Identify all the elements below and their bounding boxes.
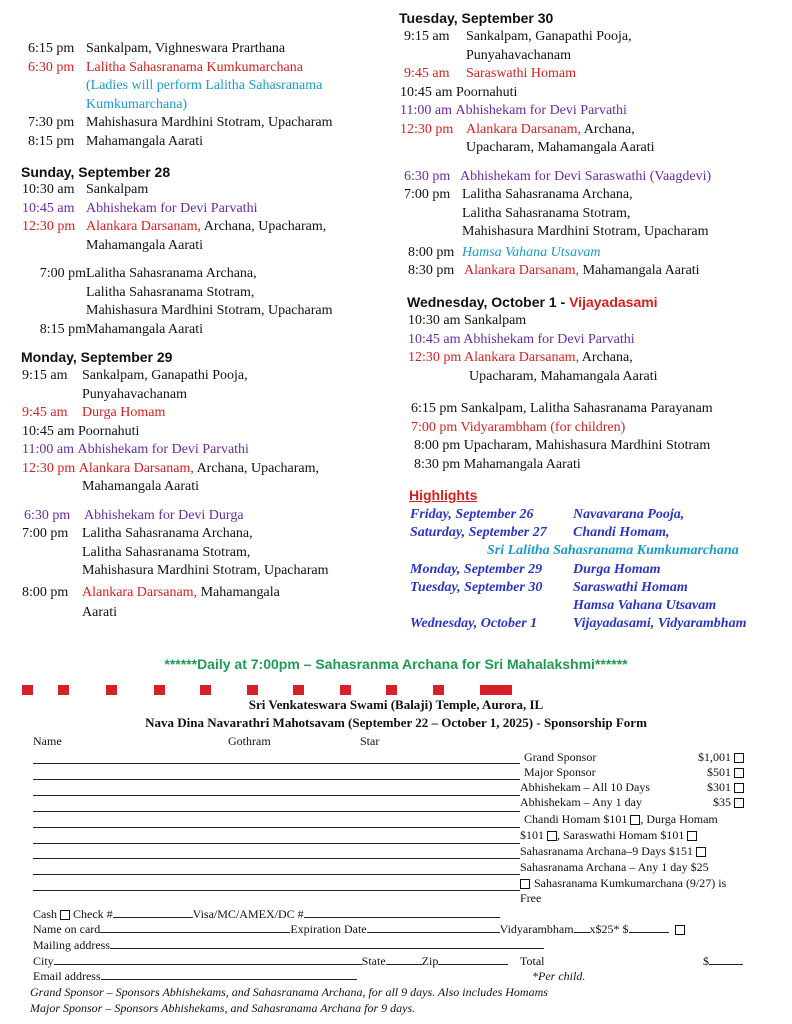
expiration-label: Expiration Date (290, 922, 367, 936)
checkbox[interactable] (734, 753, 744, 763)
event: 10:45 am Abhishekam for Devi Parvathi (408, 331, 635, 347)
checkbox[interactable] (734, 783, 744, 793)
mailing-address-field[interactable] (110, 948, 544, 949)
temple-name: Sri Venkateswara Swami (Balaji) Temple, Aurora, IL (248, 697, 544, 712)
zip-field[interactable] (438, 964, 508, 965)
email-label: Email address (33, 969, 101, 983)
free-label: Free (520, 891, 542, 905)
highlights-list (410, 506, 746, 633)
highlight-event: Sri Lalitha Sahasranama Kumkumarchana (487, 543, 739, 559)
event-cont: Mahishasura Mardhini Stotram, Upacharam (462, 224, 709, 239)
abhishekam-all-option[interactable] (520, 780, 744, 795)
saraswathi-homam-label: , Saraswathi Homam $101 (557, 828, 685, 842)
event: Sankalpam, Vighneswara Prarthana (86, 41, 286, 56)
event: Lalitha Sahasranama Archana, (462, 187, 633, 202)
state-label: State (361, 954, 386, 968)
option-label: Sahasranama Archana–9 Days $151 (520, 844, 693, 858)
cash-label: Cash (33, 907, 57, 921)
monday-heading: Monday, September 29 (21, 349, 173, 365)
email-field[interactable] (101, 979, 357, 980)
cash-checkbox[interactable] (60, 910, 70, 920)
homam-option-row-1 (524, 812, 718, 827)
event: Sankalpam, Ganapathi Pooja, (82, 368, 248, 383)
highlight-date: Saturday, September 27 (410, 525, 547, 541)
highlight-date: Tuesday, September 30 (410, 579, 543, 595)
card-number-field[interactable] (304, 917, 500, 918)
sunday-heading: Sunday, September 28 (21, 164, 171, 180)
time: 8:00 pm (22, 584, 69, 600)
event: Alankara Darsanam, (78, 460, 194, 476)
time: 8:15 pm (28, 133, 75, 149)
event: Lalitha Sahasranama Archana, (86, 266, 257, 281)
event-rest: Archana, (581, 121, 635, 137)
event: Saraswathi Homam (466, 66, 577, 81)
time: 6:30 pm (404, 168, 451, 184)
time: 10:30 am (22, 182, 75, 197)
abhishekam-one-option[interactable] (520, 795, 744, 810)
time: 6:15 pm (28, 41, 75, 56)
checkbox[interactable] (696, 847, 706, 857)
wednesday-schedule (408, 312, 713, 474)
sunday-schedule (22, 181, 333, 339)
zip-label: Zip (421, 954, 439, 968)
event-rest: Archana, Upacharam, (193, 460, 320, 476)
durga-homam-label: , Durga Homam (640, 812, 718, 826)
event: Sankalpam, Ganapathi Pooja, (466, 29, 632, 44)
highlight-event: Navavarana Pooja, (573, 507, 685, 522)
saraswathi-homam-checkbox[interactable] (687, 831, 697, 841)
vidyarambham-label: Vidyarambham (499, 922, 574, 936)
name-entry-line[interactable] (33, 890, 520, 891)
name-entry-line[interactable] (33, 827, 520, 828)
event: Alankara Darsanam, (464, 263, 580, 278)
event: 10:30 am Sankalpam (408, 313, 527, 328)
event: Abhishekam for Devi Parvathi (77, 442, 249, 457)
tuesday-heading: Tuesday, September 30 (399, 10, 554, 26)
city-label: City (33, 954, 54, 968)
time: 8:00 pm (408, 244, 455, 260)
time: 10:45 am (22, 200, 75, 216)
monday-schedule (22, 367, 329, 623)
event-cont: Mahishasura Mardhini Stotram, Upacharam (86, 303, 333, 318)
check-label: Check # (73, 907, 113, 921)
col-gothram: Gothram (228, 734, 271, 748)
mailing-label: Mailing address (33, 938, 110, 952)
event: Mahamangala Aarati (86, 133, 204, 149)
event: Alankara Darsanam, (86, 219, 202, 234)
name-entry-line[interactable] (33, 858, 520, 859)
time: 7:30 pm (28, 115, 75, 130)
highlight-row (410, 615, 746, 633)
name-entry-line[interactable] (33, 843, 520, 844)
event-cont: Lalitha Sahasranama Stotram, (82, 544, 251, 560)
name-entry-line[interactable] (33, 874, 520, 875)
event: Mahamangala Aarati (86, 321, 204, 337)
card-label: Visa/MC/AMEX/DC # (192, 907, 304, 921)
event-cont: Upacharam, Mahamangala Aarati (466, 140, 655, 155)
time: 12:30 pm (400, 121, 454, 137)
event: Hamsa Vahana Utsavam (462, 244, 601, 260)
name-on-card-field[interactable] (100, 932, 290, 933)
event: 6:15 pm Sankalpam, Lalitha Sahasranama Parayanam (411, 401, 713, 416)
abhishekam-options (520, 780, 744, 810)
state-field[interactable] (386, 964, 422, 965)
col-name: Name (33, 734, 62, 748)
wednesday-heading (407, 293, 658, 311)
sponsor-options (524, 750, 744, 780)
time: 10:45 am (400, 84, 453, 100)
form-title: Nava Dina Navarathri Mahotsavam (September 22 – October 1, 2025) - Sponsorship Form (145, 715, 647, 730)
option-price: $301 (707, 780, 731, 794)
highlight-row (410, 561, 746, 579)
tuesday-schedule (400, 28, 711, 281)
checkbox[interactable] (734, 798, 744, 808)
wednesday-heading-text: Wednesday, October 1 - (407, 294, 570, 310)
daily-banner: ******Daily at 7:00pm – Sahasranma Archana for Sri Mahalakshmi****** (164, 656, 628, 672)
option-label: Abhishekam – Any 1 day (520, 795, 642, 809)
city-field[interactable] (54, 964, 362, 965)
time: 9:15 am (404, 29, 450, 44)
event-cont: Mahishasura Mardhini Stotram, Upacharam (82, 563, 329, 578)
archana-1-option[interactable]: Sahasranama Archana – Any 1 day $25 (520, 860, 709, 874)
time: 7:00 pm (22, 526, 69, 541)
time: 7:00 pm (39, 266, 86, 281)
name-on-card-label: Name on card (33, 922, 101, 936)
event: Abhishekam for Devi Parvathi (86, 200, 258, 216)
event: Poornahuti (78, 423, 140, 439)
time: 7:00 pm (404, 187, 451, 202)
archana-9-option[interactable] (520, 844, 706, 859)
friday-continued-schedule (28, 40, 333, 151)
time: 9:45 am (404, 66, 450, 81)
event: Sankalpam (86, 182, 149, 197)
event-note: Kumkumarchana) (86, 96, 188, 112)
name-entry-line[interactable] (33, 779, 520, 780)
highlight-date: Friday, September 26 (410, 507, 534, 522)
grand-sponsor-note: Grand Sponsor – Sponsors Abhishekams, and Sahasranama Archana, for all 9 days. Also includes Homams (30, 985, 548, 999)
event: 8:30 pm Mahamangala Aarati (414, 456, 581, 472)
highlight-event: Vijayadasami, Vidyarambham (573, 616, 747, 632)
time: 11:00 am (400, 103, 452, 118)
highlight-row (410, 524, 746, 542)
option-label: Abhishekam – All 10 Days (520, 780, 650, 794)
event: Lalitha Sahasranama Kumkumarchana (86, 59, 303, 75)
time: 12:30 pm (22, 460, 76, 476)
event: Mahishasura Mardhini Stotram, Upacharam (86, 115, 333, 130)
highlight-event: Hamsa Vahana Utsavam (573, 598, 717, 614)
event: 7:00 pm Vidyarambham (for children) (411, 419, 626, 435)
event: 12:30 pm Alankara Darsanam, (408, 350, 580, 365)
event: Alankara Darsanam, (466, 121, 582, 137)
name-entry-line[interactable] (33, 795, 520, 796)
dollar-sign: $ (703, 954, 709, 968)
option-price: $1,001 (698, 750, 731, 764)
time: 6:30 pm (24, 507, 71, 523)
option-label: Grand Sponsor (524, 750, 597, 764)
major-sponsor-option[interactable] (524, 765, 744, 780)
kumkumarchana-option[interactable] (520, 876, 726, 891)
highlights-heading: Highlights (409, 487, 478, 503)
per-child-note: *Per child. (532, 969, 586, 983)
vidyarambham-count-field[interactable] (574, 932, 590, 933)
event: Lalitha Sahasranama Archana, (82, 526, 253, 541)
name-entry-line[interactable] (33, 763, 520, 764)
time: 8:30 pm (408, 263, 455, 278)
event-cont: Punyahavachanam (82, 386, 187, 402)
highlight-date: Monday, September 29 (410, 561, 543, 577)
event: Abhishekam for Devi Parvathi (455, 103, 627, 118)
grand-sponsor-option[interactable] (524, 750, 744, 765)
time: 11:00 am (22, 442, 74, 457)
highlight-row (410, 597, 746, 615)
event-rest: Mahamangala Aarati (579, 263, 700, 278)
highlight-event: Saraswathi Homam (573, 579, 688, 595)
option-label: Sahasranama Kumkumarchana (9/27) is (534, 876, 727, 890)
option-label: Major Sponsor (524, 765, 596, 779)
col-star: Star (360, 734, 380, 748)
event-rest: Mahamangala (197, 584, 280, 600)
highlight-row (410, 579, 746, 597)
major-sponsor-note: Major Sponsor – Sponsors Abhishekams, and Sahasranama Archana for 9 days. (30, 1001, 416, 1015)
time: 8:15 pm (39, 321, 86, 337)
total-row (703, 954, 743, 969)
event: 8:00 pm Upacharam, Mahishasura Mardhini Stotram (414, 438, 711, 453)
payment-row (33, 907, 500, 922)
event-cont: Lalitha Sahasranama Stotram, (462, 205, 631, 221)
event: Poornahuti (456, 84, 518, 100)
vijayadasami-label: Vijayadasami (569, 294, 658, 310)
event-note: (Ladies will perform Lalitha Sahasranama (86, 78, 323, 93)
event: Alankara Darsanam, (82, 584, 198, 600)
checkbox[interactable] (734, 768, 744, 778)
chandi-homam-checkbox[interactable] (630, 815, 640, 825)
chandi-homam-label: Chandi Homam $101 (524, 812, 628, 826)
checkbox[interactable] (520, 879, 530, 889)
vidyarambham-price: x$25* $ (589, 922, 629, 936)
event-cont: Mahamangala Aarati (82, 479, 200, 494)
event-cont: Aarati (82, 605, 117, 620)
vidyarambham-checkbox[interactable] (675, 925, 685, 935)
mailing-row (33, 938, 544, 953)
event: Abhishekam for Devi Durga (84, 507, 244, 523)
durga-homam-checkbox[interactable] (547, 831, 557, 841)
event-rest: Archana, (579, 350, 633, 365)
email-row (33, 969, 357, 984)
option-price: $501 (707, 765, 731, 779)
event: Abhishekam for Devi Saraswathi (Vaagdevi) (460, 168, 712, 184)
time: 6:30 pm (28, 59, 75, 75)
event-cont: Mahamangala Aarati (86, 237, 204, 253)
event: Durga Homam (82, 405, 166, 420)
expiration-field[interactable] (367, 932, 500, 933)
card-row (33, 922, 685, 937)
time: 10:45 am (22, 423, 75, 439)
highlight-event: Durga Homam (573, 561, 661, 577)
highlight-row (410, 542, 746, 560)
check-number-field[interactable] (113, 917, 193, 918)
event-cont: Lalitha Sahasranama Stotram, (86, 284, 255, 300)
time: 9:15 am (22, 368, 68, 383)
highlight-event: Chandi Homam, (573, 525, 670, 541)
city-row (33, 954, 508, 969)
highlight-row (410, 506, 746, 524)
time: 12:30 pm (22, 219, 76, 234)
event-cont: Punyahavachanam (466, 47, 571, 63)
event-rest: Archana, Upacharam, (201, 219, 327, 234)
highlight-date: Wednesday, October 1 (410, 616, 538, 632)
time: 9:45 am (22, 405, 68, 420)
total-amount-field[interactable] (709, 964, 743, 965)
total-label: Total (520, 954, 545, 968)
vidyarambham-amount-field[interactable] (629, 932, 669, 933)
name-entry-line[interactable] (33, 811, 520, 812)
event-cont: Upacharam, Mahamangala Aarati (469, 368, 658, 384)
option-price: $35 (713, 795, 731, 809)
homam-option-row-2 (520, 828, 697, 843)
durga-homam-price: $101 (520, 828, 544, 842)
